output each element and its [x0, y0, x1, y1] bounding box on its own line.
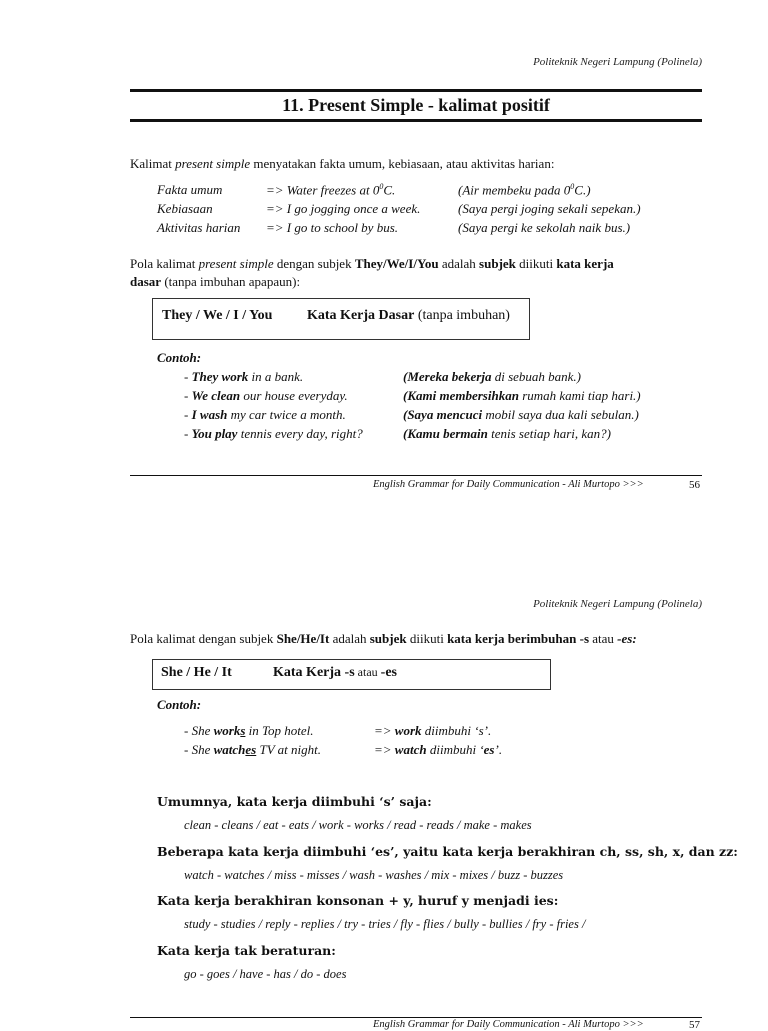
intro-paragraph: [130, 155, 702, 173]
page-header: Politeknik Negeri Lampung (Polinela): [533, 598, 702, 610]
translation-rest: tenis setiap hari, kan?): [487, 426, 612, 441]
text: atau: [589, 631, 618, 646]
example-translation: (Saya pergi ke sekolah naik bus.): [458, 220, 631, 235]
formula-subject: She / He / It: [161, 665, 232, 680]
arrow: =>: [374, 742, 395, 757]
superscript: 0: [570, 182, 575, 191]
term: present simple: [198, 256, 274, 271]
verb-suffix: es: [245, 742, 257, 757]
formula-verb-label: Kata Kerja: [273, 665, 342, 680]
example-sentence: [184, 723, 314, 739]
translation-bold: (Kamu bermain: [403, 426, 488, 441]
formula-verb-label: Kata Kerja Dasar: [307, 308, 415, 323]
example-label: Aktivitas harian: [157, 220, 241, 235]
formula-mid: atau: [354, 665, 381, 679]
title-rule-bottom: [130, 119, 702, 122]
keyword: dasar: [130, 274, 162, 289]
arrow: =>: [266, 182, 284, 198]
text: diikuti: [406, 631, 448, 646]
contoh-label: Contoh:: [157, 350, 202, 365]
verb-suffix: s: [240, 723, 246, 738]
rule-heading: Kata kerja berakhiran konsonan + y, huruf y menjadi ies:: [157, 893, 559, 908]
example-sentence: [266, 182, 395, 198]
page-number: 56: [689, 479, 700, 491]
rule-examples: clean - cleans / eat - eats / work - works / read - reads / make - makes: [184, 818, 532, 832]
subject-verb: You play: [191, 426, 238, 441]
suffix: -es:: [617, 631, 637, 646]
translation-rest: mobil saya dua kali sebulan.): [482, 407, 639, 422]
arrow: =>: [266, 220, 284, 235]
text: TV at night.: [256, 742, 322, 757]
formula-box: [152, 659, 551, 690]
rest: tennis every day, right?: [237, 426, 363, 441]
formula-note: (tanpa imbuhan): [414, 308, 510, 323]
example-sentence: [266, 220, 398, 236]
text: Pola kalimat: [130, 256, 199, 271]
intro-term: present simple: [175, 156, 251, 171]
verb: watch: [394, 742, 427, 757]
formula-verb: [273, 665, 397, 681]
formula-suffix: -s: [341, 665, 355, 680]
suffix: s: [583, 631, 589, 646]
pattern-paragraph: [130, 630, 702, 648]
page-footer: English Grammar for Daily Communication - Ali Murtopo >>>: [373, 479, 644, 490]
text: - She: [184, 723, 214, 738]
example-translation: [403, 407, 639, 423]
verb: work: [394, 723, 422, 738]
arrow: =>: [374, 723, 395, 738]
example-translation: [458, 182, 591, 198]
dash: -: [184, 388, 192, 403]
text: in Top hotel.: [245, 723, 314, 738]
example-sentence: [184, 426, 363, 442]
rule-heading: Kata kerja tak beraturan:: [157, 943, 336, 958]
formula-suffix: -es: [380, 665, 397, 680]
page-footer: English Grammar for Daily Communication - Ali Murtopo >>>: [373, 1019, 644, 1030]
contoh-label: Contoh:: [157, 697, 202, 712]
rule-examples: watch - watches / miss - misses / wash - washes / mix - mixes / buzz - buzzes: [184, 868, 564, 882]
text: Pola kalimat dengan subjek: [130, 631, 277, 646]
text: dengan subjek: [273, 256, 355, 271]
subjects: She/He/It: [276, 631, 330, 646]
text: diimbuhi ‘s’.: [421, 723, 492, 738]
example-en: I go jogging once a week.: [286, 201, 421, 216]
rule-examples: study - studies / reply - replies / try - tries / fly - flies / bully - bullies / fry - fries /: [184, 917, 586, 931]
example-sentence: [184, 388, 348, 404]
text: (tanpa imbuhan apapaun): [161, 274, 297, 289]
suffix: es: [483, 742, 495, 757]
example-translation: [403, 388, 641, 404]
example-en: I go to school by bus.: [286, 220, 399, 235]
example-en: Water freezes at 0: [286, 182, 380, 198]
intro-text-end: menyatakan fakta umum, kebiasaan, atau aktivitas harian:: [250, 156, 555, 171]
text: :: [296, 274, 301, 289]
title-rule-top: [130, 89, 702, 92]
text: ’.: [494, 742, 503, 757]
keyword: subjek: [479, 256, 516, 271]
formula-subject: They / We / I / You: [162, 308, 273, 323]
subject-verb: I wash: [191, 407, 228, 422]
example-sentence: [266, 201, 420, 217]
formula-verb: [307, 308, 510, 324]
example-translation: (Saya pergi joging sekali sepekan.): [458, 201, 641, 216]
rest: our house everyday.: [240, 388, 348, 403]
translation-bold: (Kami membersihkan: [403, 388, 519, 403]
rest: in a bank.: [248, 369, 304, 384]
text: adalah: [438, 256, 480, 271]
example-label: Fakta umum: [157, 182, 223, 197]
footer-rule: [130, 475, 702, 476]
page-title: 11. Present Simple - kalimat positif: [282, 95, 550, 115]
example-id-end: C.): [574, 182, 591, 198]
dash: -: [184, 426, 192, 441]
superscript: 0: [379, 182, 384, 191]
subject-verb: We clean: [191, 388, 241, 403]
translation-rest: di sebuah bank.): [491, 369, 581, 384]
intro-text: Kalimat: [130, 156, 176, 171]
rest: my car twice a month.: [227, 407, 346, 422]
rule-examples: go - goes / have - has / do - does: [184, 967, 347, 981]
example-translation: [403, 369, 581, 385]
rule-heading: Beberapa kata kerja diimbuhi ‘es’, yaitu kata kerja berakhiran ch, ss, sh, x, dan zz:: [157, 844, 738, 859]
text: diimbuhi ‘: [426, 742, 484, 757]
dash: -: [184, 407, 192, 422]
page-header: Politeknik Negeri Lampung (Polinela): [533, 56, 702, 68]
dash: -: [184, 369, 192, 384]
subject-verb: They work: [191, 369, 249, 384]
example-label: Kebiasaan: [157, 201, 213, 216]
text: adalah: [329, 631, 370, 646]
example-translation: [403, 426, 611, 442]
keyword: kata kerja berimbuhan -: [447, 631, 584, 646]
footer-rule: [130, 1017, 702, 1018]
example-id: (Air membeku pada 0: [458, 182, 571, 198]
keyword: subjek: [369, 631, 407, 646]
translation-bold: (Mereka bekerja: [403, 369, 492, 384]
example-sentence: [184, 369, 303, 385]
example-note: [374, 742, 502, 758]
arrow: =>: [266, 201, 284, 216]
verb: work: [213, 723, 241, 738]
page-number: 57: [689, 1019, 700, 1031]
formula-box: [152, 298, 530, 340]
translation-bold: (Saya mencuci: [403, 407, 483, 422]
example-note: [374, 723, 491, 739]
example-en-end: C.: [383, 182, 396, 198]
keyword: kata kerja: [556, 256, 614, 271]
example-sentence: [184, 407, 346, 423]
translation-rest: rumah kami tiap hari.): [518, 388, 641, 403]
subjects: They/We/I/You: [354, 256, 439, 271]
rule-heading: Umumnya, kata kerja diimbuhi ‘s’ saja:: [157, 794, 432, 809]
verb: watch: [213, 742, 246, 757]
text: diikuti: [515, 256, 557, 271]
example-sentence: [184, 742, 321, 758]
pattern-paragraph: [130, 255, 702, 291]
text: - She: [184, 742, 214, 757]
